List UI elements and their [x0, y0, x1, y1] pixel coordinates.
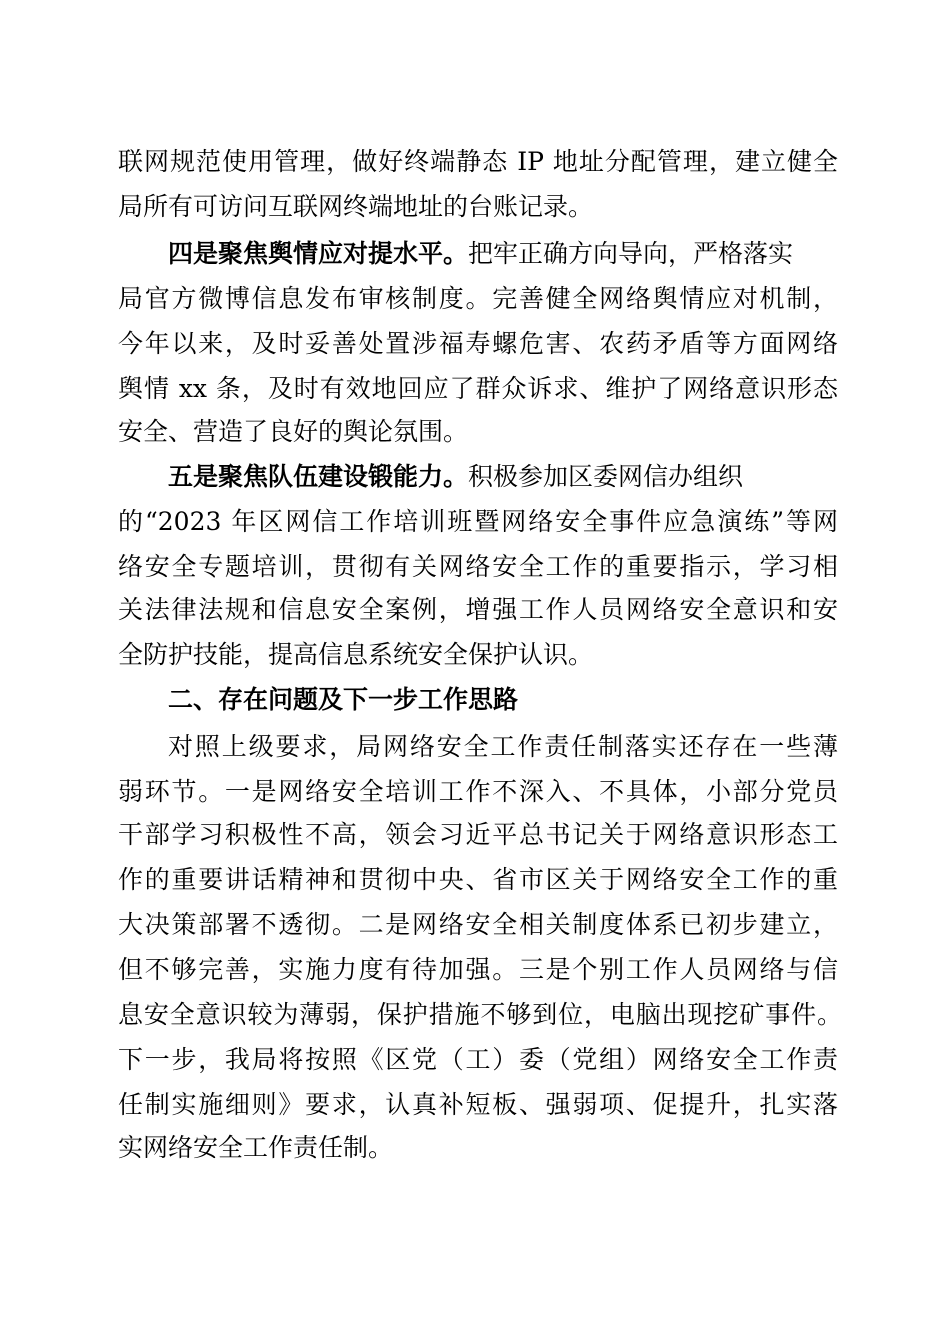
- text-line: 但不够完善，实施力度有待加强。三是个别工作人员网络与信: [118, 955, 838, 984]
- paragraph-text: 把牢正确方向导向，严格落实: [468, 239, 794, 268]
- text-line: 舆情 xx 条，及时有效地回应了群众诉求、维护了网络意识形态: [118, 374, 838, 403]
- text-line: 实网络安全工作责任制。: [118, 1133, 394, 1162]
- text-line: 关法律法规和信息安全案例，增强工作人员网络安全意识和安: [118, 595, 838, 624]
- paragraph-first-line: [168, 234, 838, 274]
- text-line: 安全、营造了良好的舆论氛围。: [118, 417, 469, 446]
- text-line: 今年以来，及时妥善处置涉福寿螺危害、农药矛盾等方面网络: [118, 329, 838, 358]
- text-line: 联网规范使用管理，做好终端静态 IP 地址分配管理，建立健全: [118, 147, 838, 176]
- text-line: 局所有可访问互联网终端地址的台账记录。: [118, 192, 594, 221]
- text-line: 息安全意识较为薄弱，保护措施不够到位，电脑出现挖矿事件。: [118, 1000, 842, 1029]
- paragraph-first-line: [168, 457, 838, 497]
- paragraph-text: 积极参加区委网信办组织: [468, 462, 744, 491]
- text-line: 络安全专题培训，贯彻有关网络安全工作的重要指示，学习相: [118, 552, 838, 581]
- text-line: 全防护技能，提高信息系统安全保护认识。: [118, 640, 594, 669]
- text-line: 作的重要讲话精神和贯彻中央、省市区关于网络安全工作的重: [118, 865, 838, 894]
- text-line: 弱环节。一是网络安全培训工作不深入、不具体，小部分党员: [118, 777, 838, 806]
- text-line: 下一步，我局将按照《区党（工）委（党组）网络安全工作责: [118, 1045, 838, 1074]
- text-line: 对照上级要求，局网络安全工作责任制落实还存在一些薄: [168, 732, 838, 761]
- text-line: 的“2023 年区网信工作培训班暨网络安全事件应急演练”等网: [118, 507, 838, 536]
- text-line: 干部学习积极性不高，领会习近平总书记关于网络意识形态工: [118, 820, 838, 849]
- text-line: 局官方微博信息发布审核制度。完善健全网络舆情应对机制，: [118, 284, 838, 313]
- paragraph-lead: 四是聚焦舆情应对提水平。: [168, 239, 469, 268]
- section-heading: 二、存在问题及下一步工作思路: [168, 685, 519, 714]
- text-line: 大决策部署不透彻。二是网络安全相关制度体系已初步建立，: [118, 910, 838, 939]
- text-line: 任制实施细则》要求，认真补短板、强弱项、促提升，扎实落: [118, 1090, 838, 1119]
- paragraph-lead: 五是聚焦队伍建设锻能力。: [168, 462, 469, 491]
